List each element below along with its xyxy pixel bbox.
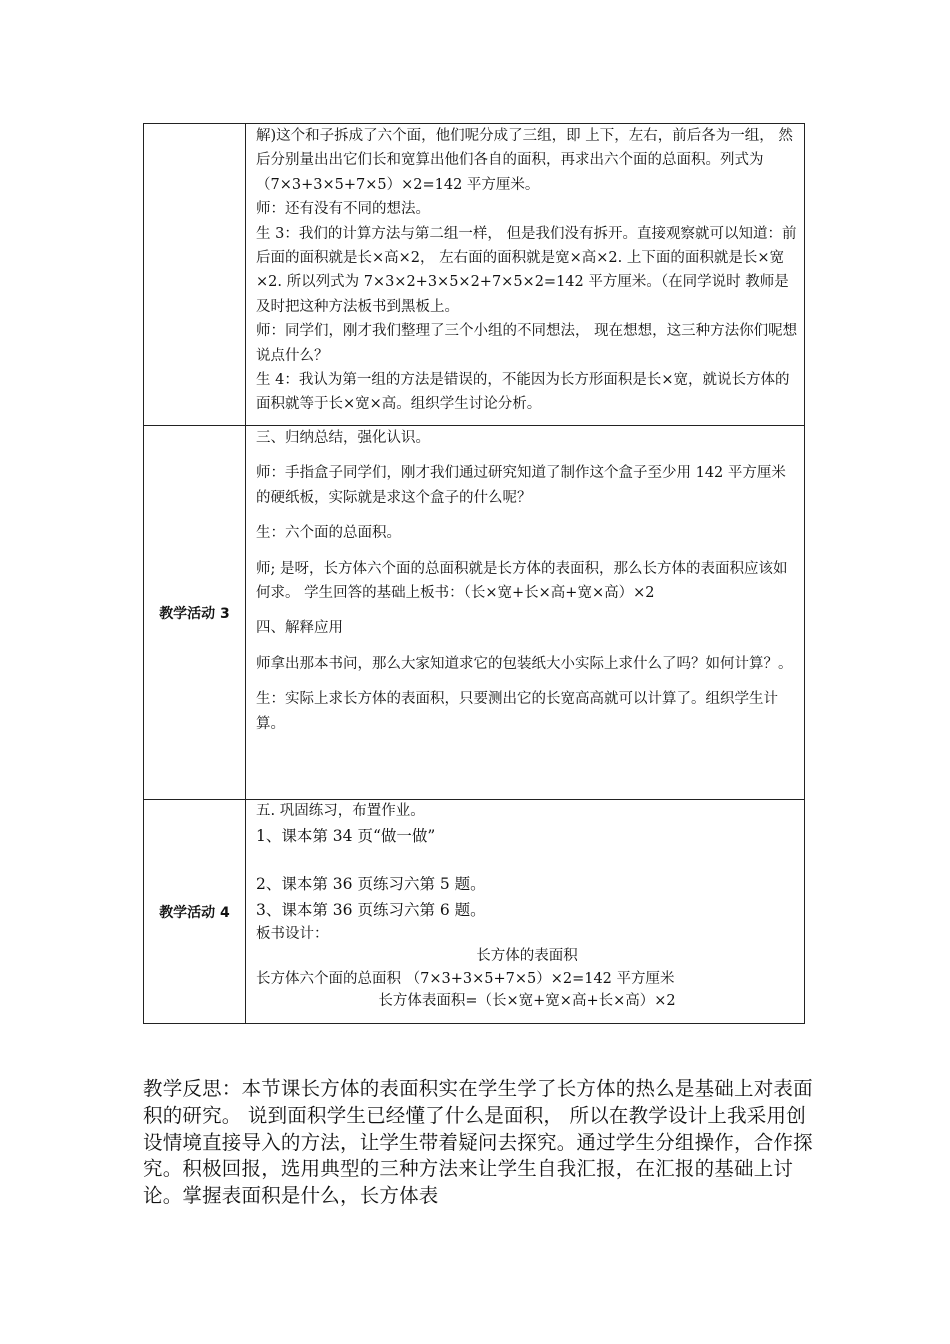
exercise-item: 3、课本第 36 页练习六第 6 题。 (256, 900, 486, 919)
table-row (144, 426, 805, 800)
paragraph: 师：手指盒子同学们，刚才我们通过研究知道了制作这个盒子至少用 142 平方厘米的硬纸板，实际就是求这个盒子的什么呢？ (256, 465, 786, 506)
lesson-plan-table (143, 123, 805, 1024)
paragraph: 生 3：我们的计算方法与第二组一样， 但是我们没有拆开。直接观察就可以知道：前后面的面积就是长×高×2， 左右面的面积就是宽×高×2. 上下面的面积就是长×宽×2. 所以列式为 7×3×2+3×5×2+7×5×2=142 平方厘米。（在同学说时 教师是及时把这种方法板书到黑板上。 (256, 225, 797, 315)
paragraph: 生：六个面的总面积。 (256, 525, 401, 542)
row-content (246, 124, 805, 426)
paragraph: 师：同学们，刚才我们整理了三个小组的不同想法， 现在想想，这三种方法你们呢想说点什么？ (256, 323, 798, 364)
paragraph: 师：还有没有不同的想法。 (256, 201, 430, 218)
teaching-reflection: 教学反思：本节课长方体的表面积实在学生学了长方体的热么是基础上对表面积的研究。 说到面积学生已经懂了什么是面积， 所以在教学设计上我采用创设情境直接导入的方法，让学生带着疑问去探究。通过学生分组操作，合作探究。积极回报，选用典型的三种方法来让学生自我汇报，在汇报的基础上讨论。掌握表面积是什么，长方体表 (143, 1077, 813, 1208)
exercise-item: 1、课本第 34 页“做一做” (256, 826, 436, 845)
paragraph: 生 4：我认为第一组的方法是错误的，不能因为长方形面积是长×宽，就说长方体的面积就等于长×宽×高。组织学生讨论分析。 (256, 372, 790, 413)
spacer (256, 849, 798, 871)
board-design-label: 板书设计： (256, 925, 329, 942)
row-content (246, 800, 805, 1024)
row-label-activity-4: 教学活动 4 (144, 800, 246, 1024)
section-heading: 三、归纳总结，强化认识。 (256, 430, 430, 446)
row-label (144, 124, 246, 426)
paragraph: 解)这个和子拆成了六个面，他们呢分成了三组，即 上下，左右，前后各为一组， 然后分别量出出它们长和宽算出他们各自的面积，再求出六个面的总面积。列式为（7×3+3×5+7×5）×2=142 平方厘米。 (256, 128, 793, 193)
row-label-activity-3: 教学活动 3 (144, 426, 246, 800)
paragraph: 生：实际上求长方体的表面积，只要测出它的长宽高高就可以计算了。组织学生计算。 (256, 691, 778, 732)
section-heading: 五. 巩固练习，布置作业。 (256, 803, 425, 819)
board-design-line: 长方体表面积=（长×宽+宽×高+长×高）×2 (378, 993, 676, 1009)
table-row (144, 124, 805, 426)
paragraph: 师; 是呀，长方体六个面的总面积就是长方体的表面积，那么长方体的表面积应该如何求。 学生回答的基础上板书：（长×宽+长×高+宽×高）×2 (256, 560, 788, 602)
board-design-line: 长方体六个面的总面积 （7×3+3×5+7×5）×2=142 平方厘米 (256, 970, 675, 987)
row-content (246, 426, 805, 800)
table-row (144, 800, 805, 1024)
exercise-item: 2、课本第 36 页练习六第 5 题。 (256, 874, 486, 893)
board-design-title: 长方体的表面积 (476, 948, 578, 964)
section-heading: 四、解释应用 (256, 620, 343, 637)
paragraph: 师拿出那本书问，那么大家知道求它的包装纸大小实际上求什么了吗？如何计算？。 (256, 655, 793, 672)
